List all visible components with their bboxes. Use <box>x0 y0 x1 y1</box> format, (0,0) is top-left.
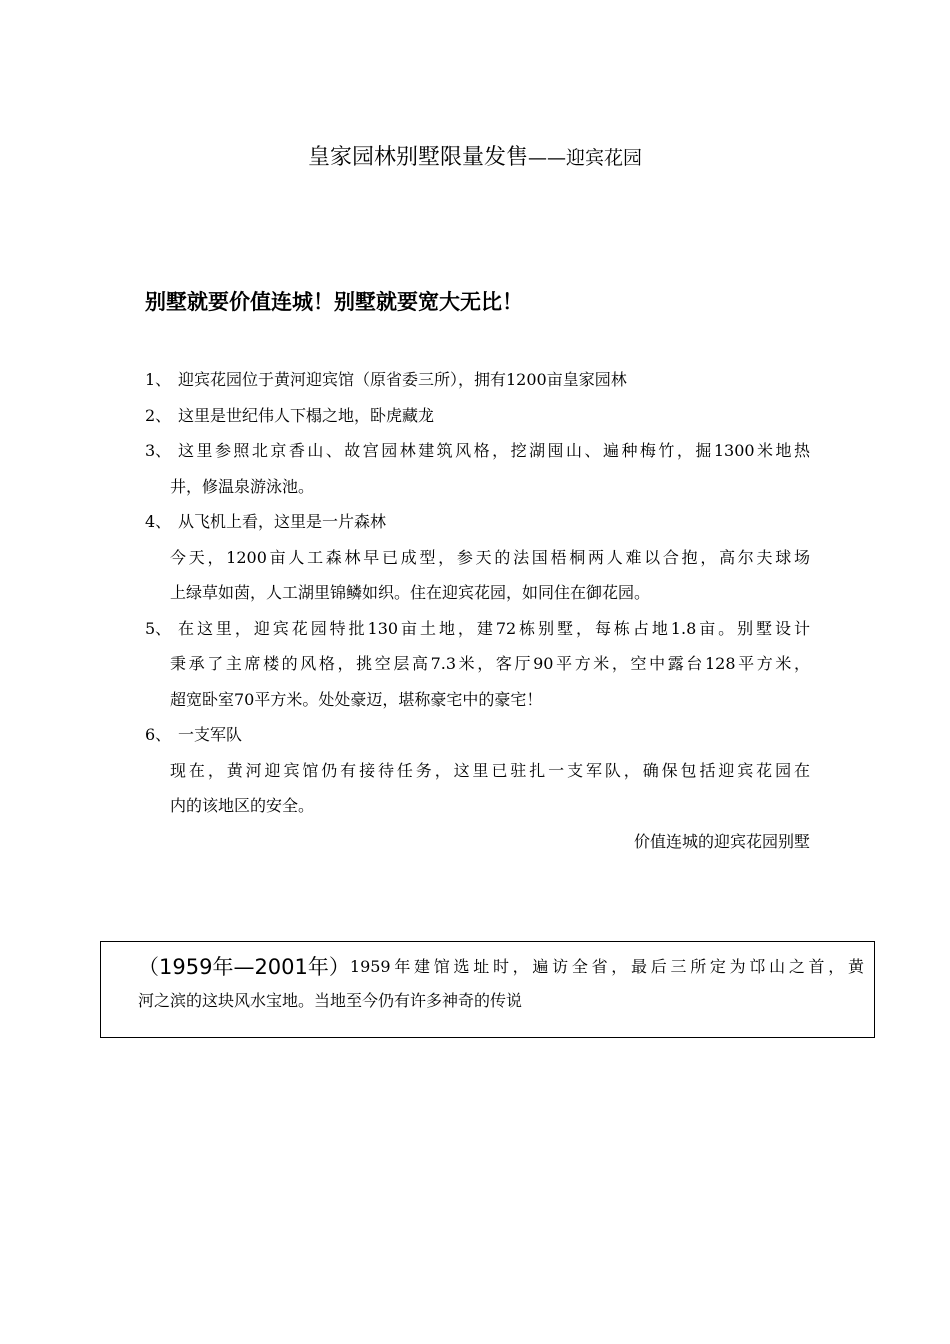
list-item <box>145 611 810 647</box>
page-title-main: 皇家园林别墅限量发售 <box>307 145 528 170</box>
history-note-years: （1959年—2001年） <box>138 955 350 979</box>
list-item <box>145 717 810 753</box>
history-note-box <box>100 941 875 1038</box>
item-text: 内的该地区的安全。 <box>170 796 315 815</box>
item-text: 今天，1200亩人工森林早已成型，参天的法国梧桐两人难以合抱，高尔夫球场 <box>170 547 810 567</box>
page-title-sub: ——迎宾花园 <box>528 147 643 169</box>
item-number: 4、 <box>145 512 172 531</box>
feature-list <box>145 362 810 859</box>
item-text: 现在，黄河迎宾馆仍有接待任务，这里已驻扎一支军队，确保包括迎宾花园在 <box>170 760 810 780</box>
history-note-line <box>138 950 864 984</box>
list-item-continuation <box>145 646 810 682</box>
item-text: 一支军队 <box>178 725 243 744</box>
list-item-continuation <box>145 540 810 576</box>
item-text: 这里是世纪伟人下榻之地，卧虎藏龙 <box>178 405 435 425</box>
history-note-text: 1959年建馆选址时，遍访全省，最后三所定为邙山之首，黄 <box>349 957 864 976</box>
item-number: 1、 <box>145 370 172 389</box>
list-item <box>145 504 810 540</box>
item-text: 上绿草如茵，人工湖里锦鳞如织。住在迎宾花园，如同住在御花园。 <box>170 583 651 602</box>
history-note-line <box>138 984 864 1018</box>
item-number: 5、 <box>145 618 172 638</box>
headline: 别墅就要价值连城！别墅就要宽大无比！ <box>145 290 523 314</box>
page-title <box>0 142 950 174</box>
list-item <box>145 433 810 469</box>
item-text: 迎宾花园位于黄河迎宾馆（原省委三所），拥有1200亩皇家园林 <box>178 370 627 389</box>
list-item <box>145 362 810 398</box>
list-item-continuation <box>145 753 810 789</box>
item-number: 6、 <box>145 725 172 744</box>
list-item <box>145 398 810 434</box>
item-text: 超宽卧室70平方米。处处豪迈，堪称豪宅中的豪宅！ <box>170 689 543 709</box>
item-text: 这里参照北京香山、故宫园林建筑风格，挖湖囤山、遍种梅竹，掘1300米地热 <box>178 441 810 460</box>
item-number: 3、 <box>145 441 172 460</box>
item-number: 2、 <box>145 405 172 425</box>
signature: 价值连城的迎宾花园别墅 <box>633 831 810 851</box>
item-text: 从飞机上看，这里是一片森林 <box>178 512 387 531</box>
item-text: 秉承了主席楼的风格，挑空层高7.3米，客厅90平方米，空中露台128平方米， <box>170 654 810 673</box>
item-text: 在这里，迎宾花园特批130亩土地，建72栋别墅，每栋占地1.8亩。别墅设计 <box>178 618 810 638</box>
item-text: 井，修温泉游泳池。 <box>170 476 315 496</box>
history-note-text: 河之滨的这块风水宝地。当地至今仍有许多神奇的传说 <box>138 991 523 1010</box>
list-item-continuation <box>145 788 810 824</box>
list-item-continuation <box>145 682 810 718</box>
list-item-continuation <box>145 575 810 611</box>
list-item-continuation <box>145 469 810 505</box>
